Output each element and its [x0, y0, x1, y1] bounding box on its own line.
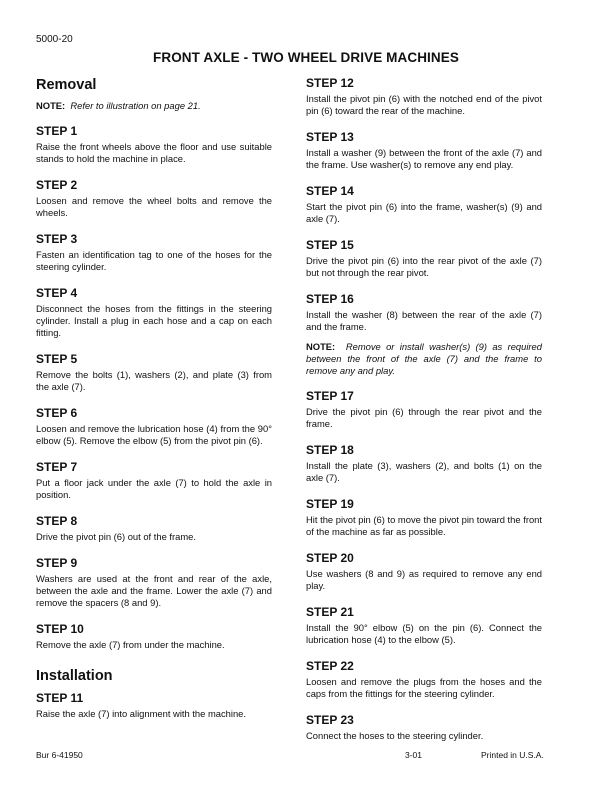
step-2: [36, 178, 272, 219]
step-1: [36, 124, 272, 165]
installation-note: [306, 341, 542, 377]
step-text: Install a washer (9) between the front of the axle (7) and the frame. Use washer(s) to remove any end play.: [306, 147, 542, 170]
right-column: [306, 76, 542, 755]
step-label: STEP 1: [36, 124, 78, 138]
step-text: Install the washer (8) between the rear of the axle (7) and the frame.: [306, 309, 542, 332]
step-label: STEP 15: [306, 238, 354, 252]
step-18: [306, 443, 542, 484]
step-label: STEP 16: [306, 292, 354, 306]
step-label: STEP 12: [306, 76, 354, 90]
step-label: STEP 6: [36, 406, 78, 420]
step-text: Hit the pivot pin (6) to move the pivot pin toward the front of the machine as far as possible.: [306, 514, 542, 537]
footer-date: 3-01: [405, 750, 423, 760]
step-text: Loosen and remove the lubrication hose (4) from the 90° elbow (5). Remove the elbow (5) from the pivot pin (6).: [36, 423, 272, 446]
step-8: [36, 514, 272, 543]
note-label: NOTE:: [36, 100, 66, 111]
step-text: Drive the pivot pin (6) through the rear pivot and the frame.: [306, 406, 542, 429]
step-label: STEP 4: [36, 286, 78, 300]
step-text: Drive the pivot pin (6) into the rear pivot of the axle (7) but not through the rear pivot.: [306, 255, 542, 278]
step-label: STEP 13: [306, 130, 354, 144]
step-text: Loosen and remove the wheel bolts and remove the wheels.: [36, 195, 272, 218]
step-16: [306, 292, 542, 333]
step-23: [306, 713, 542, 742]
step-9: [36, 556, 272, 609]
step-label: STEP 11: [36, 691, 84, 705]
step-text: Raise the axle (7) into alignment with the machine.: [36, 708, 247, 719]
step-text: Drive the pivot pin (6) out of the frame.: [36, 531, 196, 542]
step-label: STEP 9: [36, 556, 78, 570]
step-label: STEP 17: [306, 389, 354, 403]
step-label: STEP 19: [306, 497, 354, 511]
installation-heading: Installation: [36, 668, 113, 684]
step-text: Install the pivot pin (6) with the notched end of the pivot pin (6) toward the rear of the machine.: [306, 93, 542, 116]
step-label: STEP 18: [306, 443, 354, 457]
step-15: [306, 238, 542, 279]
note-text: Remove or install washer(s) (9) as required between the front of the axle (7) and the frame to remove any and play.: [306, 341, 542, 376]
step-11: [36, 691, 272, 720]
step-5: [36, 352, 272, 393]
step-label: STEP 10: [36, 622, 84, 636]
removal-steps: [36, 124, 272, 651]
step-text: Install the plate (3), washers (2), and bolts (1) on the axle (7).: [306, 460, 542, 483]
step-label: STEP 22: [306, 659, 354, 673]
footer-doc-number: Bur 6-41950: [36, 750, 83, 760]
step-text: Fasten an identification tag to one of the hoses for the steering cylinder.: [36, 249, 272, 272]
step-text: Loosen and remove the plugs from the hoses and the caps from the fittings for the steering cylinder.: [306, 676, 542, 699]
step-text: Raise the front wheels above the floor and use suitable stands to hold the machine in place.: [36, 141, 272, 164]
step-text: Start the pivot pin (6) into the frame, washer(s) (9) and axle (7).: [306, 201, 542, 224]
step-label: STEP 2: [36, 178, 78, 192]
step-text: Connect the hoses to the steering cylinder.: [306, 730, 484, 741]
step-text: Install the 90° elbow (5) on the pin (6). Connect the lubrication hose (4) to the elbow (5).: [306, 622, 542, 645]
left-column: [36, 76, 272, 733]
page-title: FRONT AXLE - TWO WHEEL DRIVE MACHINES: [153, 50, 459, 65]
step-label: STEP 5: [36, 352, 78, 366]
footer-printed: Printed in U.S.A.: [481, 750, 544, 760]
step-17: [306, 389, 542, 430]
step-label: STEP 7: [36, 460, 78, 474]
step-text: Disconnect the hoses from the fittings in the steering cylinder. Install a plug in each hose and a cap on each fitting.: [36, 303, 272, 338]
step-7: [36, 460, 272, 501]
step-label: STEP 14: [306, 184, 354, 198]
step-text: Put a floor jack under the axle (7) to hold the axle in position.: [36, 477, 272, 500]
step-label: STEP 23: [306, 713, 354, 727]
step-text: Remove the axle (7) from under the machine.: [36, 639, 225, 650]
step-10: [36, 622, 272, 651]
step-12: [306, 76, 542, 117]
step-label: STEP 21: [306, 605, 354, 619]
step-4: [36, 286, 272, 339]
step-13: [306, 130, 542, 171]
step-text: Remove the bolts (1), washers (2), and plate (3) from the axle (7).: [36, 369, 272, 392]
step-text: Washers are used at the front and rear of the axle, between the axle and the frame. Lower the axle (7) and remove the spacers (8 and 9).: [36, 573, 272, 608]
step-21: [306, 605, 542, 646]
step-label: STEP 3: [36, 232, 78, 246]
step-label: STEP 20: [306, 551, 354, 565]
step-label: STEP 8: [36, 514, 78, 528]
step-3: [36, 232, 272, 273]
note-label: NOTE:: [306, 341, 336, 352]
step-14: [306, 184, 542, 225]
step-20: [306, 551, 542, 592]
step-text: Use washers (8 and 9) as required to remove any end play.: [306, 568, 542, 591]
removal-note: [36, 100, 272, 112]
note-text: Refer to illustration on page 21.: [70, 100, 201, 111]
page-number: 5000-20: [36, 34, 73, 45]
step-6: [36, 406, 272, 447]
step-19: [306, 497, 542, 538]
step-22: [306, 659, 542, 700]
removal-heading: Removal: [36, 77, 97, 93]
